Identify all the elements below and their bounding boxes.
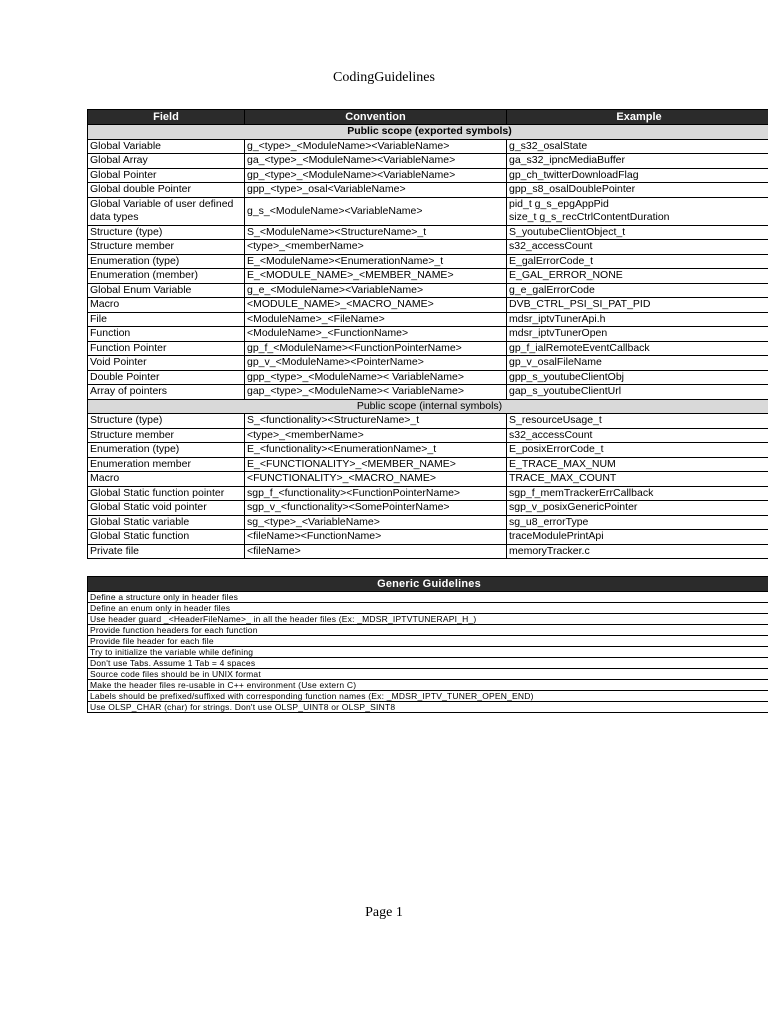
header-field: Field — [88, 110, 245, 125]
guideline-text: Source code files should be in UNIX format — [88, 669, 768, 680]
convention-cell: E_<ModuleName><EnumerationName>_t — [245, 254, 507, 269]
example-cell: g_e_galErrorCode — [507, 283, 768, 298]
field-cell: File — [88, 312, 245, 327]
convention-cell: gp_v_<ModuleName><PointerName> — [245, 356, 507, 371]
convention-cell: gap_<type>_<ModuleName>< VariableName> — [245, 385, 507, 400]
field-cell: Global double Pointer — [88, 183, 245, 198]
list-item — [88, 603, 768, 614]
list-item — [88, 592, 768, 603]
field-cell: Macro — [88, 472, 245, 487]
guideline-text: Make the header files re-usable in C++ environment (Use extern C) — [88, 680, 768, 691]
table-row — [88, 154, 768, 169]
field-cell: Global Static function — [88, 530, 245, 545]
table-row — [88, 501, 768, 516]
convention-cell: E_<functionality><EnumerationName>_t — [245, 443, 507, 458]
guideline-text: Don't use Tabs. Assume 1 Tab = 4 spaces — [88, 658, 768, 669]
table-row — [88, 457, 768, 472]
example-cell: s32_accessCount — [507, 428, 768, 443]
field-cell: Function Pointer — [88, 341, 245, 356]
example-cell: s32_accessCount — [507, 240, 768, 255]
table-row — [88, 341, 768, 356]
convention-cell: <FUNCTIONALITY>_<MACRO_NAME> — [245, 472, 507, 487]
table-header-row — [88, 110, 768, 125]
generic-guidelines-body — [88, 592, 768, 713]
field-cell: Global Static variable — [88, 515, 245, 530]
field-cell: Global Pointer — [88, 168, 245, 183]
conventions-body — [88, 125, 768, 559]
guideline-text: Define an enum only in header files — [88, 603, 768, 614]
guideline-text: Define a structure only in header files — [88, 592, 768, 603]
field-cell: Private file — [88, 544, 245, 559]
convention-cell: E_<FUNCTIONALITY>_<MEMBER_NAME> — [245, 457, 507, 472]
table-row — [88, 168, 768, 183]
example-cell: TRACE_MAX_COUNT — [507, 472, 768, 487]
page-number: Page 1 — [365, 905, 403, 920]
convention-cell: g_s_<ModuleName><VariableName> — [245, 197, 507, 225]
guideline-text: Provide function headers for each function — [88, 625, 768, 636]
field-cell: Global Static void pointer — [88, 501, 245, 516]
field-cell: Macro — [88, 298, 245, 313]
example-cell: S_resourceUsage_t — [507, 414, 768, 429]
example-cell: sgp_v_posixGenericPointer — [507, 501, 768, 516]
field-cell: Array of pointers — [88, 385, 245, 400]
field-cell: Function — [88, 327, 245, 342]
header-example: Example — [507, 110, 768, 125]
table-row — [88, 443, 768, 458]
guideline-text: Use header guard _<HeaderFileName>_ in all the header files (Ex: _MDSR_IPTVTUNERAPI_H_) — [88, 614, 768, 625]
field-cell: Global Static function pointer — [88, 486, 245, 501]
table-row — [88, 254, 768, 269]
table-row — [88, 327, 768, 342]
convention-cell: sgp_f_<functionality><FunctionPointerName> — [245, 486, 507, 501]
example-cell: mdsr_iptvTunerApi.h — [507, 312, 768, 327]
convention-cell: ga_<type>_<ModuleName><VariableName> — [245, 154, 507, 169]
example-cell: E_posixErrorCode_t — [507, 443, 768, 458]
example-cell: gp_ch_twitterDownloadFlag — [507, 168, 768, 183]
convention-cell: <type>_<memberName> — [245, 428, 507, 443]
section-title: Public scope (exported symbols) — [88, 125, 768, 140]
table-row — [88, 486, 768, 501]
guideline-text: Use OLSP_CHAR (char) for strings. Don't use OLSP_UINT8 or OLSP_SINT8 — [88, 702, 768, 713]
convention-cell: <ModuleName>_<FileName> — [245, 312, 507, 327]
example-cell: sg_u8_errorType — [507, 515, 768, 530]
list-item — [88, 647, 768, 658]
field-cell: Enumeration member — [88, 457, 245, 472]
section-header-row — [88, 125, 768, 140]
list-item — [88, 614, 768, 625]
convention-cell: g_<type>_<ModuleName><VariableName> — [245, 139, 507, 154]
table-row — [88, 385, 768, 400]
field-cell: Enumeration (member) — [88, 269, 245, 284]
guideline-text: Try to initialize the variable while defining — [88, 647, 768, 658]
list-item — [88, 669, 768, 680]
table-row — [88, 544, 768, 559]
example-cell: pid_t g_s_epgAppPid size_t g_s_recCtrlContentDuration — [507, 197, 768, 225]
table-row — [88, 515, 768, 530]
field-cell: Structure member — [88, 240, 245, 255]
table-row — [88, 183, 768, 198]
list-item — [88, 625, 768, 636]
example-cell: gpp_s8_osalDoublePointer — [507, 183, 768, 198]
example-cell: ga_s32_ipncMediaBuffer — [507, 154, 768, 169]
convention-cell: <fileName> — [245, 544, 507, 559]
table-row — [88, 428, 768, 443]
field-cell: Structure member — [88, 428, 245, 443]
field-cell: Enumeration (type) — [88, 443, 245, 458]
convention-cell: <ModuleName>_<FunctionName> — [245, 327, 507, 342]
convention-cell: sg_<type>_<VariableName> — [245, 515, 507, 530]
guideline-text: Provide file header for each file — [88, 636, 768, 647]
field-cell: Global Variable of user defined data types — [88, 197, 245, 225]
convention-cell: sgp_v_<functionality><SomePointerName> — [245, 501, 507, 516]
example-cell: E_galErrorCode_t — [507, 254, 768, 269]
example-cell: mdsr_iptvTunerOpen — [507, 327, 768, 342]
example-cell: DVB_CTRL_PSI_SI_PAT_PID — [507, 298, 768, 313]
table-row — [88, 472, 768, 487]
convention-cell: <fileName><FunctionName> — [245, 530, 507, 545]
example-cell: E_TRACE_MAX_NUM — [507, 457, 768, 472]
convention-cell: gpp_<type>_osal<VariableName> — [245, 183, 507, 198]
field-cell: Global Enum Variable — [88, 283, 245, 298]
example-cell: traceModulePrintApi — [507, 530, 768, 545]
table-row — [88, 240, 768, 255]
document-title: CodingGuidelines — [333, 70, 435, 85]
example-cell: gpp_s_youtubeClientObj — [507, 370, 768, 385]
convention-cell: S_<ModuleName><StructureName>_t — [245, 225, 507, 240]
field-cell: Structure (type) — [88, 414, 245, 429]
table-row — [88, 197, 768, 225]
table-row — [88, 312, 768, 327]
convention-cell: g_e_<ModuleName><VariableName> — [245, 283, 507, 298]
generic-guidelines-title: Generic Guidelines — [88, 577, 768, 592]
convention-cell: <type>_<memberName> — [245, 240, 507, 255]
field-cell: Enumeration (type) — [88, 254, 245, 269]
field-cell: Global Array — [88, 154, 245, 169]
example-cell: gap_s_youtubeClientUrl — [507, 385, 768, 400]
table-row — [88, 283, 768, 298]
example-cell: sgp_f_memTrackerErrCallback — [507, 486, 768, 501]
example-cell: g_s32_osalState — [507, 139, 768, 154]
list-item — [88, 702, 768, 713]
convention-cell: S_<functionality><StructureName>_t — [245, 414, 507, 429]
example-cell: gp_v_osalFileName — [507, 356, 768, 371]
section-header-row — [88, 399, 768, 414]
section-title: Public scope (internal symbols) — [88, 399, 768, 414]
list-item — [88, 691, 768, 702]
convention-cell: gpp_<type>_<ModuleName>< VariableName> — [245, 370, 507, 385]
naming-conventions-table — [87, 109, 768, 559]
table-row — [88, 269, 768, 284]
generic-guidelines-table — [87, 576, 768, 713]
generic-header-row — [88, 577, 768, 592]
field-cell: Global Variable — [88, 139, 245, 154]
field-cell: Structure (type) — [88, 225, 245, 240]
table-row — [88, 370, 768, 385]
example-cell: memoryTracker.c — [507, 544, 768, 559]
table-row — [88, 414, 768, 429]
field-cell: Void Pointer — [88, 356, 245, 371]
convention-cell: gp_<type>_<ModuleName><VariableName> — [245, 168, 507, 183]
table-row — [88, 225, 768, 240]
example-cell: S_youtubeClientObject_t — [507, 225, 768, 240]
table-row — [88, 530, 768, 545]
example-cell: gp_f_ialRemoteEventCallback — [507, 341, 768, 356]
guideline-text: Labels should be prefixed/suffixed with corresponding function names (Ex: _MDSR_IPTV_TUNER_OPEN_END) — [88, 691, 768, 702]
field-cell: Double Pointer — [88, 370, 245, 385]
convention-cell: <MODULE_NAME>_<MACRO_NAME> — [245, 298, 507, 313]
table-row — [88, 356, 768, 371]
list-item — [88, 658, 768, 669]
table-row — [88, 139, 768, 154]
table-row — [88, 298, 768, 313]
list-item — [88, 680, 768, 691]
header-convention: Convention — [245, 110, 507, 125]
convention-cell: gp_f_<ModuleName><FunctionPointerName> — [245, 341, 507, 356]
example-cell: E_GAL_ERROR_NONE — [507, 269, 768, 284]
list-item — [88, 636, 768, 647]
convention-cell: E_<MODULE_NAME>_<MEMBER_NAME> — [245, 269, 507, 284]
